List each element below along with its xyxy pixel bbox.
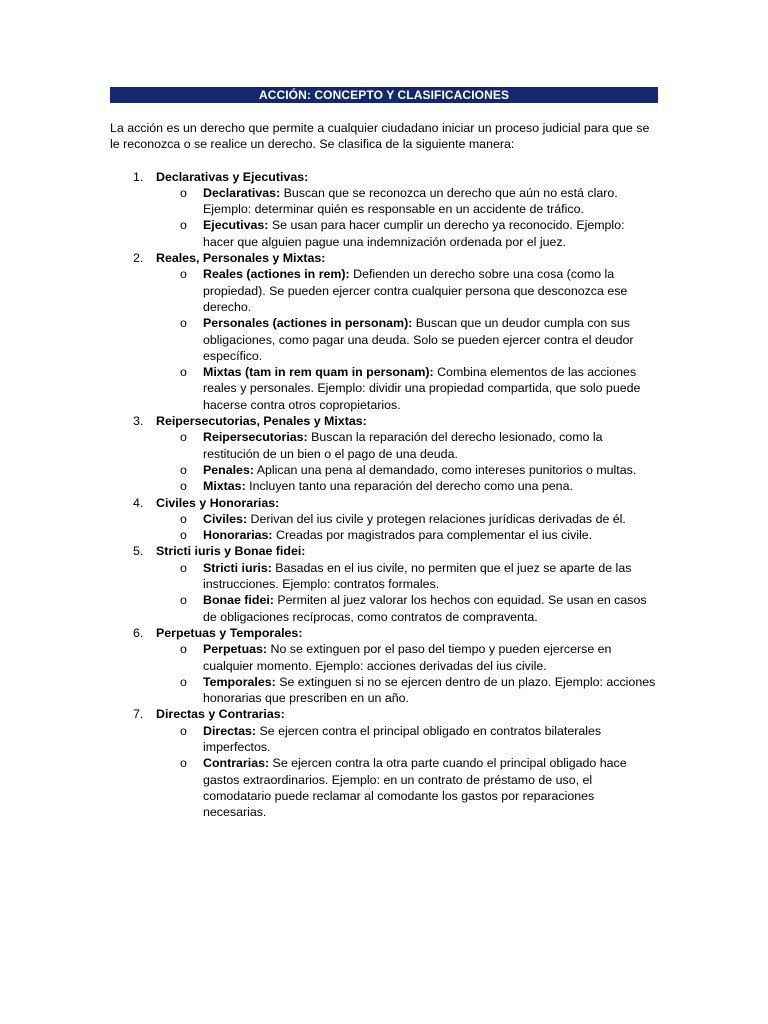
intro-paragraph: La acción es un derecho que permite a cualquier ciudadano iniciar un proceso judicial para que se le reconozca o se realice un derecho. Se clasifica de la siguiente manera: xyxy=(110,121,650,152)
list-item xyxy=(156,217,658,250)
item-term: Directas: xyxy=(203,723,257,738)
list-item xyxy=(156,429,658,462)
section-subitems xyxy=(156,560,658,625)
list-item xyxy=(156,315,658,364)
section-title: Perpetuas y Temporales: xyxy=(156,625,303,640)
list-item xyxy=(156,185,658,218)
bullet-icon: o xyxy=(180,756,187,771)
bullet-icon: o xyxy=(180,479,187,494)
item-description: Combina elementos de las acciones reales y personales. Ejemplo: dividir una propiedad compartida, que solo puede hacerse contra otros copropietarios. xyxy=(203,365,641,412)
list-item xyxy=(156,641,658,674)
section-subitems xyxy=(156,723,658,821)
section-title: Civiles y Honorarias: xyxy=(156,495,280,510)
bullet-icon: o xyxy=(180,674,187,689)
item-description: Basadas en el ius civile, no permiten que el juez se aparte de las instrucciones. Ejemplo: contratos formales. xyxy=(203,560,632,592)
bullet-icon: o xyxy=(180,365,187,380)
section-subitems xyxy=(156,641,658,706)
list-item xyxy=(156,364,658,413)
item-description: Buscan la reparación del derecho lesionado, como la restitución de un bien o el pago de una deuda. xyxy=(203,430,603,461)
bullet-icon: o xyxy=(180,528,187,543)
list-item xyxy=(156,560,658,593)
item-term: Civiles: xyxy=(203,511,248,526)
item-term: Mixtas: xyxy=(203,479,246,494)
section-title: Declarativas y Ejecutivas: xyxy=(156,169,309,184)
bullet-icon: o xyxy=(180,267,187,282)
section-subitems xyxy=(156,511,658,544)
item-description: Buscan que un deudor cumpla con sus obligaciones, como pagar una deuda. Solo se pueden ejercer contra el deudor específico. xyxy=(203,316,634,363)
section-number: 6. xyxy=(133,625,144,640)
item-description: Se ejercen contra el principal obligado en contratos bilaterales imperfectos. xyxy=(203,723,602,754)
bullet-icon: o xyxy=(180,723,187,738)
list-item xyxy=(156,674,658,707)
item-description: Buscan que se reconozca un derecho que aún no está claro. Ejemplo: determinar quién es responsable en un accidente de tráfico. xyxy=(203,185,618,217)
list-item-section xyxy=(110,413,658,494)
list-item-section xyxy=(110,706,658,820)
item-term: Ejecutivas: xyxy=(203,218,269,233)
item-term: Temporales: xyxy=(203,674,276,689)
bullet-icon: o xyxy=(180,218,187,233)
section-number: 1. xyxy=(133,169,144,184)
list-item xyxy=(156,266,658,315)
section-title: Reales, Personales y Mixtas: xyxy=(156,251,326,266)
item-description: Se ejercen contra la otra parte cuando el principal obligado hace gastos extraordinarios. Ejemplo: en un contrato de préstamo de uso, el comodatario puede reclamar al comodante los gastos por reparaciones necesarias. xyxy=(203,756,627,820)
list-item-section xyxy=(110,495,658,544)
section-number: 2. xyxy=(133,251,144,266)
section-title: Stricti iuris y Bonae fidei: xyxy=(156,544,306,559)
item-description: Aplican una pena al demandado, como intereses punitorios o multas. xyxy=(253,462,637,477)
item-term: Stricti iuris: xyxy=(203,560,272,575)
bullet-icon: o xyxy=(180,560,187,575)
bullet-icon: o xyxy=(180,511,187,526)
list-item xyxy=(156,511,658,527)
classification-list xyxy=(110,169,658,821)
item-term: Honorarias: xyxy=(203,528,273,543)
item-description: Permiten al juez valorar los hechos con equidad. Se usan en casos de obligaciones recíprocas, como contratos de compraventa. xyxy=(203,593,647,624)
bullet-icon: o xyxy=(180,185,187,200)
section-subitems xyxy=(156,266,658,413)
item-description: Se extinguen si no se ejercen dentro de un plazo. Ejemplo: acciones honorarias que prescriben en un año. xyxy=(203,674,656,706)
item-term: Contrarias: xyxy=(203,756,270,771)
list-item-section xyxy=(110,543,658,624)
section-number: 5. xyxy=(133,544,144,559)
bullet-icon: o xyxy=(180,430,187,445)
section-title: Directas y Contrarias: xyxy=(156,707,285,722)
item-term: Bonae fidei: xyxy=(203,593,274,608)
item-description: Defienden un derecho sobre una cosa (como la propiedad). Se pueden ejercer contra cualquier persona que desconozca ese derecho. xyxy=(203,267,628,314)
section-subitems xyxy=(156,185,658,250)
item-term: Reipersecutorias: xyxy=(203,430,308,445)
item-term: Penales: xyxy=(203,462,254,477)
item-term: Declarativas: xyxy=(203,185,281,200)
bullet-icon: o xyxy=(180,462,187,477)
bullet-icon: o xyxy=(180,642,187,657)
list-item xyxy=(156,478,658,494)
section-number: 4. xyxy=(133,495,144,510)
list-item xyxy=(156,592,658,625)
document-page xyxy=(110,87,658,820)
document-title: ACCIÓN: CONCEPTO Y CLASIFICACIONES xyxy=(110,87,658,103)
item-description: Derivan del ius civile y protegen relaciones jurídicas derivadas de él. xyxy=(247,511,626,526)
item-description: No se extinguen por el paso del tiempo y pueden ejercerse en cualquier momento. Ejemplo: acciones derivadas del ius civile. xyxy=(203,642,612,673)
bullet-icon: o xyxy=(180,316,187,331)
item-term: Perpetuas: xyxy=(203,642,268,657)
item-term: Reales (actiones in rem): xyxy=(203,267,350,282)
item-description: Se usan para hacer cumplir un derecho ya reconocido. Ejemplo: hacer que alguien pague una indemnización ordenada por el juez. xyxy=(203,218,625,249)
bullet-icon: o xyxy=(180,593,187,608)
list-item xyxy=(156,755,658,820)
section-number: 7. xyxy=(133,707,144,722)
list-item xyxy=(156,462,658,478)
section-subitems xyxy=(156,429,658,494)
list-item-section xyxy=(110,169,658,250)
item-term: Mixtas (tam in rem quam in personam): xyxy=(203,365,434,380)
item-description: Incluyen tanto una reparación del derecho como una pena. xyxy=(245,479,573,494)
section-number: 3. xyxy=(133,414,144,429)
section-title: Reipersecutorias, Penales y Mixtas: xyxy=(156,414,367,429)
list-item xyxy=(156,527,658,543)
list-item-section xyxy=(110,250,658,413)
item-term: Personales (actiones in personam): xyxy=(203,316,413,331)
item-description: Creadas por magistrados para complementar el ius civile. xyxy=(272,528,593,543)
list-item xyxy=(156,723,658,756)
list-item-section xyxy=(110,625,658,706)
